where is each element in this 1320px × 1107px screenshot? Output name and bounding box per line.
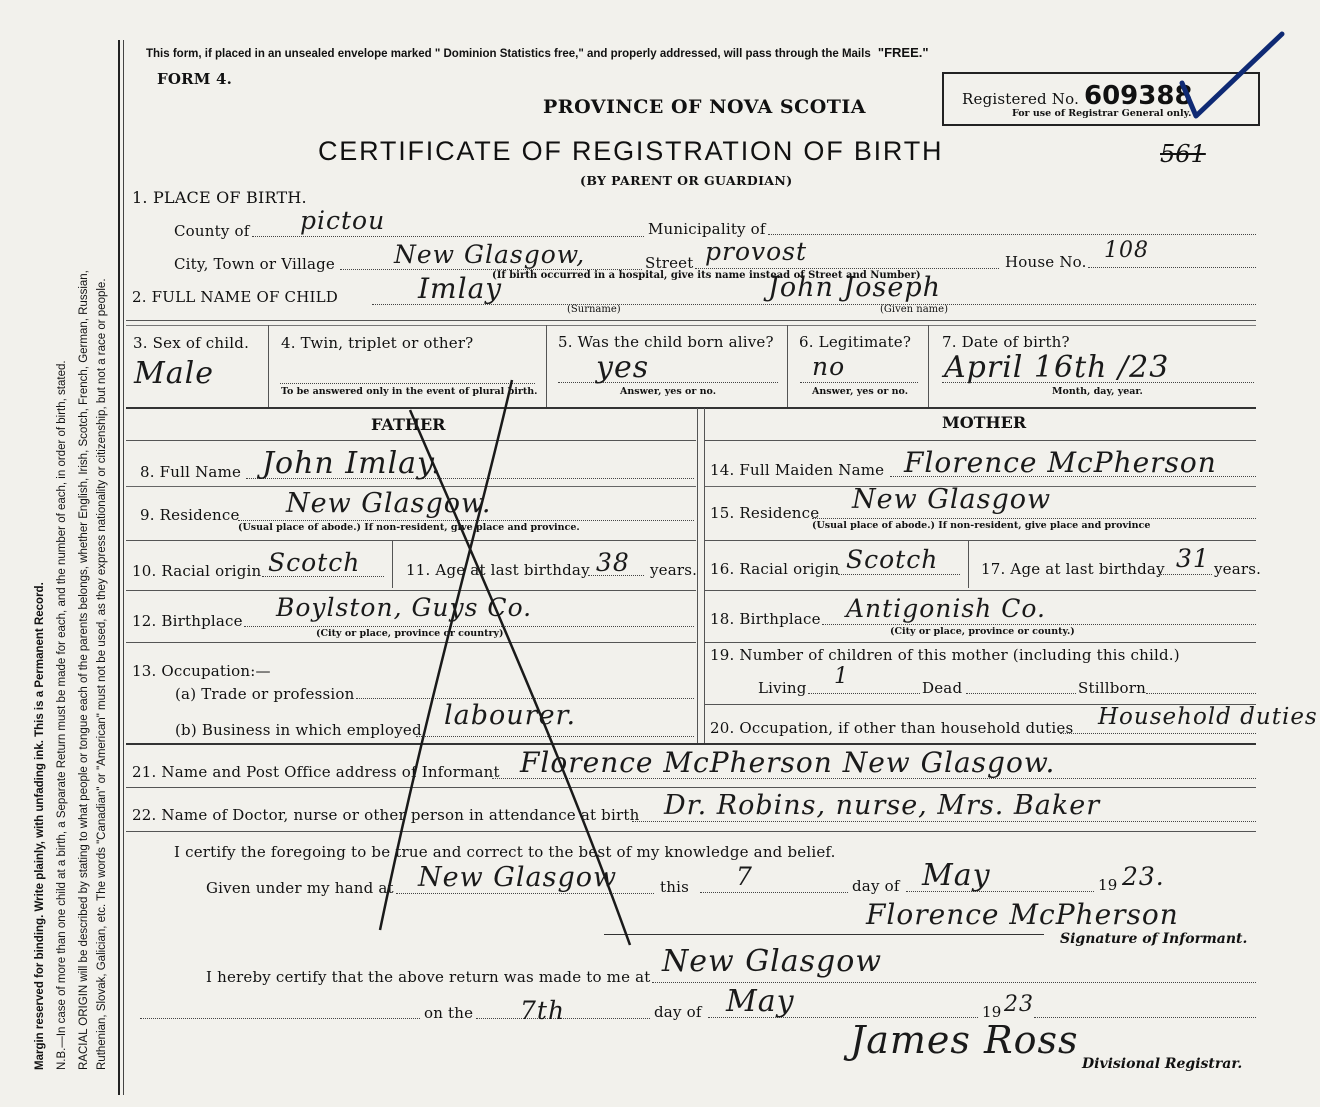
street-value: provost [705, 237, 808, 266]
father-residence-value: New Glasgow. [286, 488, 492, 519]
dob-label: 7. Date of birth? [942, 333, 1070, 351]
living-value: 1 [834, 664, 849, 689]
registrar-year-prefix: 19 [982, 1003, 1002, 1021]
mother-age-value: 31 [1176, 544, 1210, 573]
signature-rule [604, 934, 1044, 935]
certificate-subtitle: (BY PARENT OR GUARDIAN) [580, 173, 793, 188]
child-surname: Imlay [418, 272, 503, 305]
rule [705, 440, 1256, 441]
father-business-label: (b) Business in which employed [175, 721, 422, 739]
divider [928, 325, 929, 407]
municipality-label: Municipality of [648, 220, 766, 238]
county-label: County of [174, 222, 250, 240]
alive-value: yes [596, 350, 650, 385]
mother-name-value: Florence McPherson [904, 446, 1217, 479]
father-age-label: 11. Age at last birthday [406, 561, 590, 579]
check-mark-icon [1170, 28, 1290, 128]
dead-label: Dead [922, 679, 963, 697]
child-given-name: John Joseph [768, 272, 942, 303]
rule [705, 590, 1256, 591]
city-value: New Glasgow, [394, 240, 586, 269]
this-label: this [660, 878, 689, 896]
stillborn-label: Stillborn [1078, 679, 1146, 697]
mother-racial-line [838, 574, 960, 575]
rule-top [126, 320, 1256, 321]
margin-rule [118, 40, 120, 1095]
certificate-title: CERTIFICATE OF REGISTRATION OF BIRTH [318, 136, 944, 166]
sex-label: 3. Sex of child. [133, 334, 250, 352]
street-label: Street [645, 254, 694, 272]
mother-occupation-label: 20. Occupation, if other than household duties [710, 719, 1074, 737]
form-number: FORM 4. [157, 70, 233, 88]
mother-age-line [1158, 574, 1212, 575]
county-value: pictou [300, 206, 386, 235]
rule [705, 642, 1256, 643]
mother-birthplace-line [822, 624, 1256, 625]
day-of-label: day of [852, 877, 900, 895]
alive-label: 5. Was the child born alive? [558, 333, 774, 351]
stillborn-line [1146, 693, 1256, 694]
margin-note-plural-births: N.B.—In case of more than one child at a birth, a Separate Return must be made for each, and the number of each, in order of birth, stated. [56, 360, 68, 1070]
registrar-day-value: 7th [520, 996, 566, 1025]
day-line [700, 892, 848, 893]
father-name-value: John Imlay. [262, 446, 442, 481]
house-label: House No. [1005, 253, 1087, 271]
on-the-label: on the [424, 1004, 474, 1022]
attendant-label: 22. Name of Doctor, nurse or other person in attendance at birth [132, 806, 640, 824]
father-birthplace-value: Boylston, Guys Co. [276, 593, 533, 622]
father-birthplace-label: 12. Birthplace [132, 612, 243, 630]
mother-residence-label: 15. Residence [710, 504, 820, 522]
margin-note-racial-origin: RACIAL ORIGIN will be described by stating to what people or tongue each of the parents belongs, whether English, Irish, Scotch, French, German, Russian, [78, 270, 90, 1070]
cross-out-mark [360, 370, 660, 950]
mother-birthplace-value: Antigonish Co. [846, 594, 1046, 623]
given-place-value: New Glasgow [418, 862, 618, 893]
father-residence-label: 9. Residence [140, 506, 240, 524]
father-heading: FATHER [371, 415, 446, 434]
rule-mid [126, 407, 1256, 409]
surname-caption: (Surname) [567, 304, 621, 315]
mother-residence-line [812, 518, 1256, 519]
children-label: 19. Number of children of this mother (including this child.) [710, 646, 1180, 664]
mother-age-label: 17. Age at last birthday [981, 560, 1165, 578]
street-line [695, 268, 999, 269]
rule-top-2 [126, 325, 1256, 326]
living-label: Living [758, 679, 807, 697]
registrar-caption: Divisional Registrar. [1082, 1056, 1243, 1072]
child-name-label: 2. FULL NAME OF CHILD [132, 288, 338, 306]
father-occupation-label: 13. Occupation:— [132, 662, 271, 680]
house-value: 108 [1104, 238, 1149, 263]
margin-note-racial-origin-2: Ruthenian, Slovak, Galician, etc. The words "Canadian" or "American" must not be used, as they express nationality or citizenship, but not a race or people. [96, 278, 108, 1070]
center-divider-2 [704, 408, 705, 743]
mother-birthplace-note: (City or place, province or county.) [890, 626, 1075, 637]
struck-number [1160, 140, 1206, 168]
place-of-birth-heading: 1. PLACE OF BIRTH. [132, 188, 307, 207]
center-divider [697, 408, 698, 743]
house-line [1088, 267, 1256, 268]
legitimate-note: Answer, yes or no. [812, 386, 909, 397]
mail-free: "FREE." [877, 45, 929, 60]
mother-years: years. [1214, 560, 1262, 578]
registrar-note: For use of Registrar General only. [1012, 108, 1192, 119]
certify-statement: I certify the foregoing to be true and correct to the best of my knowledge and belief. [174, 843, 836, 861]
dob-value: April 16th /23 [944, 350, 1170, 385]
margin-note-binding: Margin reserved for binding. Write plainly, with unfading ink. This is a Permanent Record. [34, 582, 46, 1070]
divider [268, 325, 269, 407]
registrar-lead-line [140, 1018, 420, 1019]
father-racial-label: 10. Racial origin [132, 562, 262, 580]
registrar-month-value: May [726, 984, 795, 1019]
registrar-year-value: 23 [1004, 992, 1034, 1017]
father-years: years. [650, 561, 698, 579]
registrar-day-of-label: day of [654, 1003, 702, 1021]
given-caption: (Given name) [880, 304, 948, 315]
province-heading: PROVINCE OF NOVA SCOTIA [543, 96, 867, 118]
living-line [808, 693, 920, 694]
city-label: City, Town or Village [174, 255, 336, 273]
day-value: 7 [736, 862, 753, 891]
mother-occupation-line [1060, 733, 1256, 734]
legitimate-value: no [812, 352, 846, 381]
divider [968, 540, 969, 588]
informant-value: Florence McPherson New Glasgow. [520, 746, 1056, 779]
father-age-value: 38 [596, 548, 630, 577]
legitimate-line [800, 382, 918, 383]
twin-note: To be answered only in the event of plural birth. [281, 386, 538, 397]
registrar-statement: I hereby certify that the above return was made to me at [206, 968, 651, 986]
mail-notice-text: This form, if placed in an unsealed envelope marked " Dominion Statistics free," and properly addressed, will pass through the Mails [146, 48, 871, 60]
father-birthplace-note: (City or place, province or country) [316, 628, 504, 639]
father-business-value: labourer. [444, 700, 577, 731]
mail-notice [146, 45, 929, 60]
child-name-line [372, 304, 1256, 305]
month-value: May [922, 858, 991, 893]
year-prefix: 19 [1098, 876, 1118, 894]
mother-occupation-value: Household duties [1098, 704, 1318, 730]
municipality-line [768, 234, 1256, 235]
given-under-label: Given under my hand at [206, 879, 394, 897]
dead-line [966, 693, 1076, 694]
hospital-note: (If birth occurred in a hospital, give its name instead of Street and Number) [492, 270, 921, 281]
mother-heading: MOTHER [942, 413, 1027, 432]
mother-racial-label: 16. Racial origin [710, 560, 840, 578]
sex-value: Male [134, 356, 214, 391]
rule [126, 743, 1256, 745]
attendant-line [632, 821, 1256, 822]
county-line [252, 236, 644, 237]
divider [787, 325, 788, 407]
father-name-label: 8. Full Name [140, 463, 242, 481]
registered-number: 609388 [1084, 81, 1193, 111]
dob-note: Month, day, year. [1052, 386, 1143, 397]
informant-label: 21. Name and Post Office address of Informant [132, 763, 500, 781]
alive-note: Answer, yes or no. [620, 386, 717, 397]
father-racial-value: Scotch [268, 548, 361, 577]
mother-residence-value: New Glasgow [852, 484, 1052, 515]
rule [705, 540, 1256, 541]
informant-signature: Florence McPherson [866, 898, 1179, 931]
signature-caption: Signature of Informant. [1060, 931, 1248, 947]
rule [126, 831, 1256, 832]
mother-birthplace-label: 18. Birthplace [710, 610, 821, 628]
twin-label: 4. Twin, triplet or other? [281, 334, 474, 352]
mother-residence-note: (Usual place of abode.) If non-resident, give place and province [812, 520, 1151, 531]
registered-label: Registered No. [962, 90, 1080, 108]
margin-rule-inner [123, 40, 124, 1095]
father-residence-note: (Usual place of abode.) If non-resident, give place and province. [238, 522, 580, 533]
year-value: 23. [1122, 862, 1165, 891]
legitimate-label: 6. Legitimate? [799, 333, 912, 351]
father-trade-label: (a) Trade or profession [175, 685, 355, 703]
rule [126, 787, 1256, 788]
attendant-value: Dr. Robins, nurse, Mrs. Baker [664, 790, 1101, 821]
registrar-signature: James Ross [850, 1018, 1079, 1062]
registrar-place-line [652, 982, 1256, 983]
registrar-place-value: New Glasgow [662, 944, 883, 979]
mother-name-label: 14. Full Maiden Name [710, 461, 885, 479]
struck-number-text: 561 [1160, 140, 1206, 168]
mother-racial-value: Scotch [846, 545, 939, 574]
